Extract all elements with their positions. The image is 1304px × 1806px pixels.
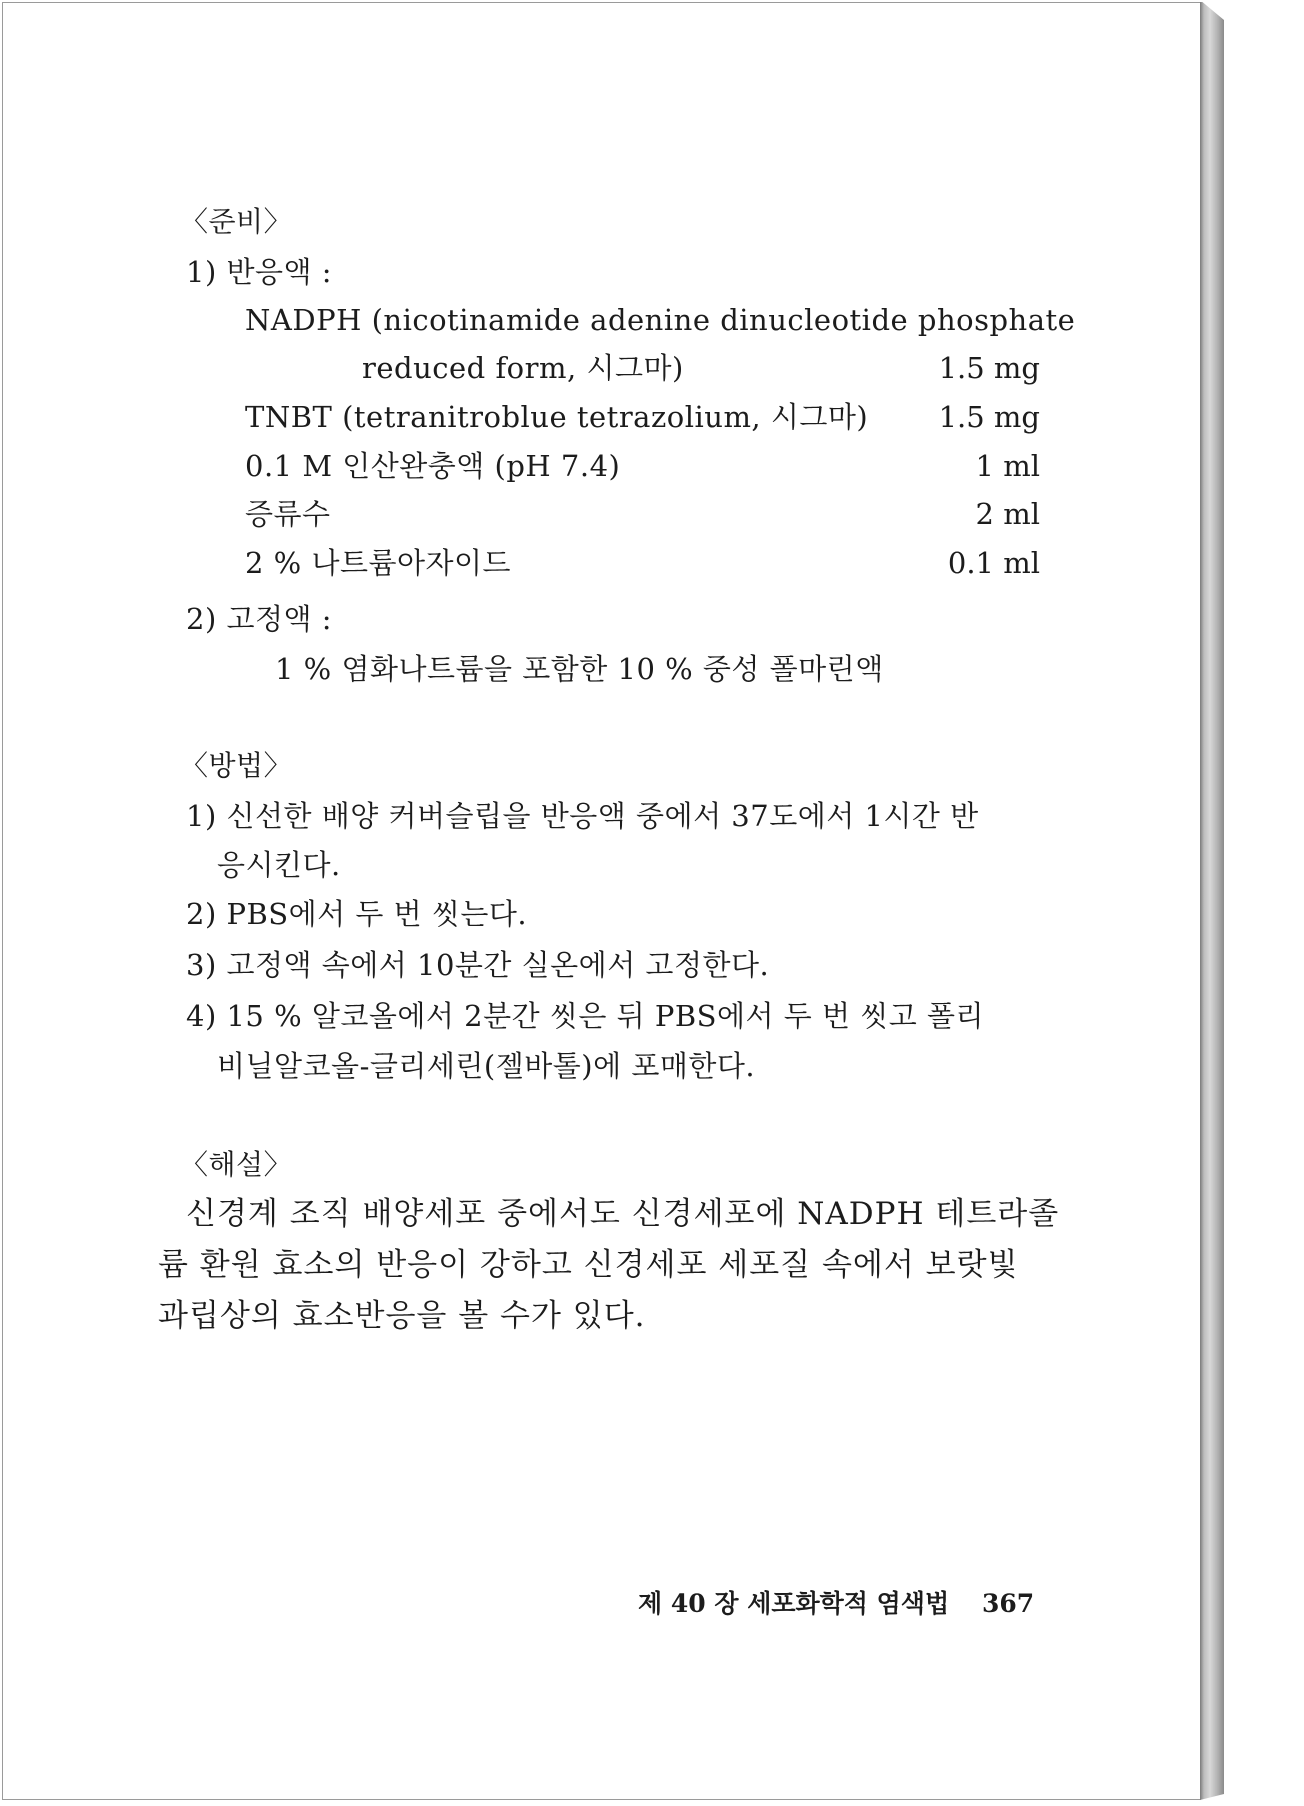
reagent-nadph: NADPH (nicotinamide adenine dinucleotide phosphate [245, 303, 1076, 337]
document-page [2, 2, 1201, 1800]
preparation-heading: 〈준비〉 [180, 205, 293, 238]
reagent-tnbt-amount: 1.5 mg [938, 400, 1040, 434]
fixative-label: 2) 고정액 : [186, 602, 333, 636]
reagent-nadph-amount-value: 1.5 mg [938, 351, 1040, 385]
reagent-phosphate-buffer: 0.1 M 인산완충액 (pH 7.4) [245, 449, 621, 483]
method-step-3: 3) 고정액 속에서 10분간 실온에서 고정한다. [186, 948, 770, 982]
page-edge-shadow [1200, 2, 1224, 1800]
method-step-2: 2) PBS에서 두 번 씻는다. [186, 897, 528, 931]
method-step-4: 4) 15 % 알코올에서 2분간 씻은 뒤 PBS에서 두 번 씻고 폴리 [186, 999, 985, 1033]
reagent-sodium-azide-amount: 0.1 ml [947, 546, 1040, 580]
page-number: 367 [982, 1589, 1035, 1618]
method-step-1-cont: 응시킨다. [217, 848, 341, 882]
reagent-tnbt: TNBT (tetranitroblue tetrazolium, 시그마) [245, 400, 869, 434]
reaction-solution-label: 1) 반응액 : [186, 255, 333, 289]
method-heading: 〈방법〉 [180, 749, 293, 782]
commentary-line-1: 신경계 조직 배양세포 중에서도 신경세포에 NADPH 테트라졸 [186, 1196, 1060, 1232]
reagent-sodium-azide: 2 % 나트륨아자이드 [245, 546, 512, 580]
chapter-title: 제 40 장 세포화학적 염색법 [638, 1589, 950, 1618]
method-step-4-cont: 비닐알코올-글리세린(젤바톨)에 포매한다. [217, 1049, 756, 1083]
fixative-description: 1 % 염화나트륨을 포함한 10 % 중성 폴마린액 [275, 652, 884, 686]
commentary-line-3: 과립상의 효소반응을 볼 수가 있다. [158, 1298, 646, 1334]
reagent-phosphate-buffer-amount: 1 ml [975, 449, 1040, 483]
commentary-line-2: 륨 환원 효소의 반응이 강하고 신경세포 세포질 속에서 보랏빛 [158, 1247, 1019, 1283]
reagent-nadph-cont: reduced form, 시그마) [362, 351, 684, 385]
method-step-1: 1) 신선한 배양 커버슬립을 반응액 중에서 37도에서 1시간 반 [186, 799, 979, 833]
reagent-distilled-water-amount: 2 ml [975, 497, 1040, 531]
reagent-distilled-water: 증류수 [245, 497, 331, 531]
commentary-heading: 〈해설〉 [180, 1148, 293, 1181]
